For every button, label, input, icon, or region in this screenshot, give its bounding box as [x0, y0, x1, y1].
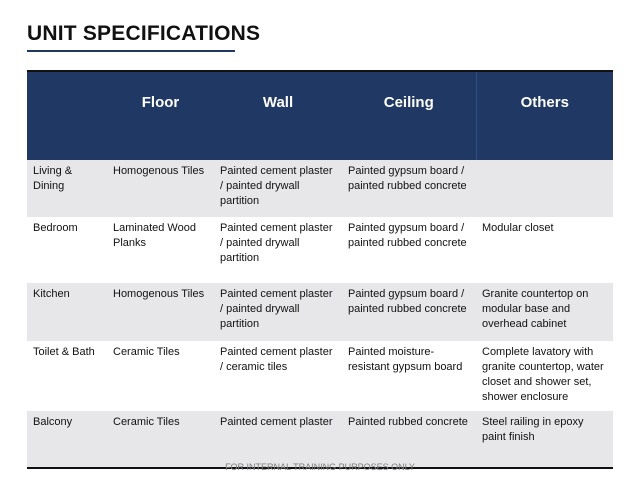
page-title: UNIT SPECIFICATIONS	[27, 22, 261, 45]
header-wall: Wall	[214, 71, 342, 160]
table-row	[27, 411, 613, 468]
header-ceiling: Ceiling	[342, 71, 476, 160]
table-row	[27, 160, 613, 217]
cell-ceiling: Painted moisture-resistant gypsum board	[348, 346, 463, 373]
cell-room: Balcony	[27, 411, 107, 468]
cell-wall: Painted cement plaster / painted drywall partition	[214, 160, 342, 217]
cell-floor: Laminated Wood Planks	[113, 222, 196, 249]
cell-others: Modular closet	[482, 222, 554, 234]
cell-floor: Homogenous Tiles	[107, 283, 214, 341]
title-underline	[27, 50, 235, 52]
cell-wall: Painted cement plaster / ceramic tiles	[220, 346, 333, 373]
cell-room: Toilet & Bath	[33, 346, 95, 358]
cell-others: Complete lavatory with granite countertop, water closet and shower set, shower enclosure	[482, 346, 604, 403]
cell-others: Steel railing in epoxy paint finish	[476, 411, 613, 468]
cell-others: Granite countertop on modular base and overhead cabinet	[476, 283, 613, 341]
cell-wall: Painted cement plaster / painted drywall partition	[214, 283, 342, 341]
cell-room: Living & Dining	[27, 160, 107, 217]
cell-room: Bedroom	[33, 222, 78, 234]
table-row	[27, 217, 613, 283]
cell-floor: Homogenous Tiles	[107, 160, 214, 217]
table-row	[27, 341, 613, 411]
header-others: Others	[476, 71, 613, 160]
cell-ceiling: Painted rubbed concrete	[342, 411, 476, 468]
cell-floor: Ceramic Tiles	[113, 346, 180, 358]
table-row	[27, 283, 613, 341]
cell-ceiling: Painted gypsum board / painted rubbed concrete	[342, 160, 476, 217]
cell-ceiling: Painted gypsum board / painted rubbed concrete	[348, 222, 467, 249]
cell-others	[476, 160, 613, 217]
table-header-row	[27, 71, 613, 160]
cell-wall: Painted cement plaster / painted drywall partition	[220, 222, 333, 264]
header-floor: Floor	[107, 71, 214, 160]
cell-room: Kitchen	[27, 283, 107, 341]
cell-wall: Painted cement plaster	[214, 411, 342, 468]
cell-ceiling: Painted gypsum board / painted rubbed concrete	[342, 283, 476, 341]
header-room	[27, 71, 107, 160]
footer-note: FOR INTERNAL TRAINING PURPOSES ONLY	[225, 462, 415, 472]
spec-table	[27, 70, 613, 469]
cell-floor: Ceramic Tiles	[107, 411, 214, 468]
